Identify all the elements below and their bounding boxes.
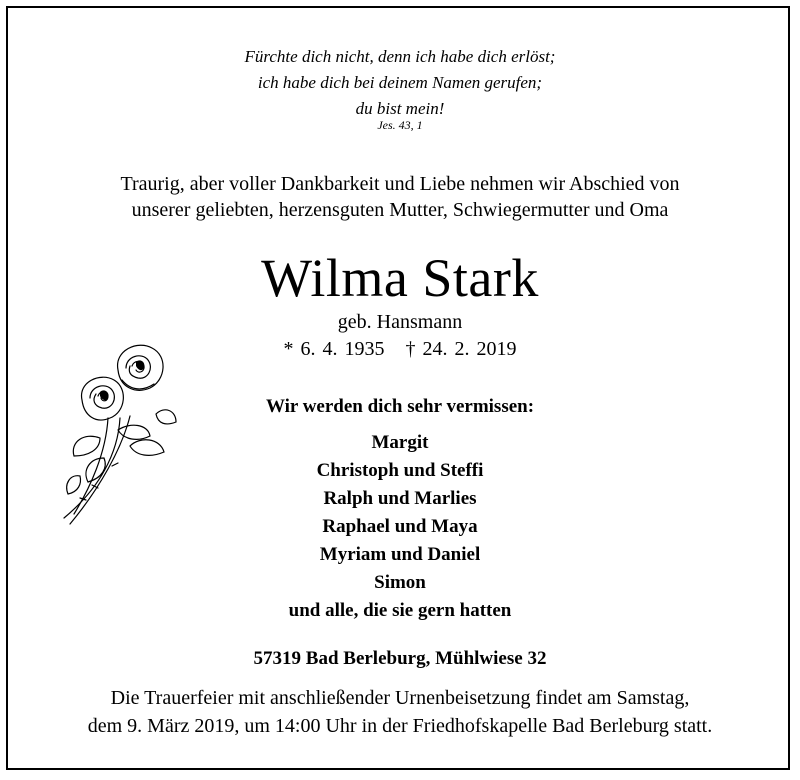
- family-address: 57319 Bad Berleburg, Mühlwiese 32: [253, 648, 547, 669]
- funeral-line: dem 9. März 2019, um 14:00 Uhr in der Friedhofskapelle Bad Berleburg statt.: [87, 715, 713, 737]
- mourner-name: Ralph und Marlies: [323, 488, 477, 509]
- birth-name: geb. Hansmann: [337, 311, 463, 333]
- mourner-name: Christoph und Steffi: [316, 460, 484, 481]
- verse-reference: Jes. 43, 1: [377, 118, 423, 132]
- mourners-list: [0, 429, 800, 625]
- mourner-name: und alle, die sie gern hatten: [288, 600, 512, 621]
- mourner-name: Simon: [374, 572, 426, 593]
- verse-line: Fürchte dich nicht, denn ich habe dich erlöst;: [244, 47, 556, 66]
- verse-line: ich habe dich bei deinem Namen gerufen;: [257, 73, 543, 92]
- mourner-name: Raphael und Maya: [322, 516, 478, 537]
- intro-line: unserer geliebten, herzensguten Mutter, Schwiegermutter und Oma: [131, 199, 669, 221]
- funeral-line: Die Trauerfeier mit anschließender Urnenbeisetzung findet am Samstag,: [110, 687, 690, 709]
- mourners-heading: Wir werden dich sehr vermissen:: [265, 396, 535, 417]
- mourner-name: Myriam und Daniel: [319, 544, 481, 565]
- mourner-name: Margit: [371, 432, 429, 453]
- deceased-name: Wilma Stark: [261, 248, 539, 308]
- verse-line: du bist mein!: [355, 99, 445, 118]
- intro-text: [0, 171, 800, 223]
- funeral-notice: [0, 684, 800, 740]
- intro-line: Traurig, aber voller Dankbarkeit und Liebe nehmen wir Abschied von: [120, 173, 680, 195]
- life-dates: * 6. 4. 1935 † 24. 2. 2019: [283, 338, 517, 360]
- bible-verse: [0, 44, 800, 122]
